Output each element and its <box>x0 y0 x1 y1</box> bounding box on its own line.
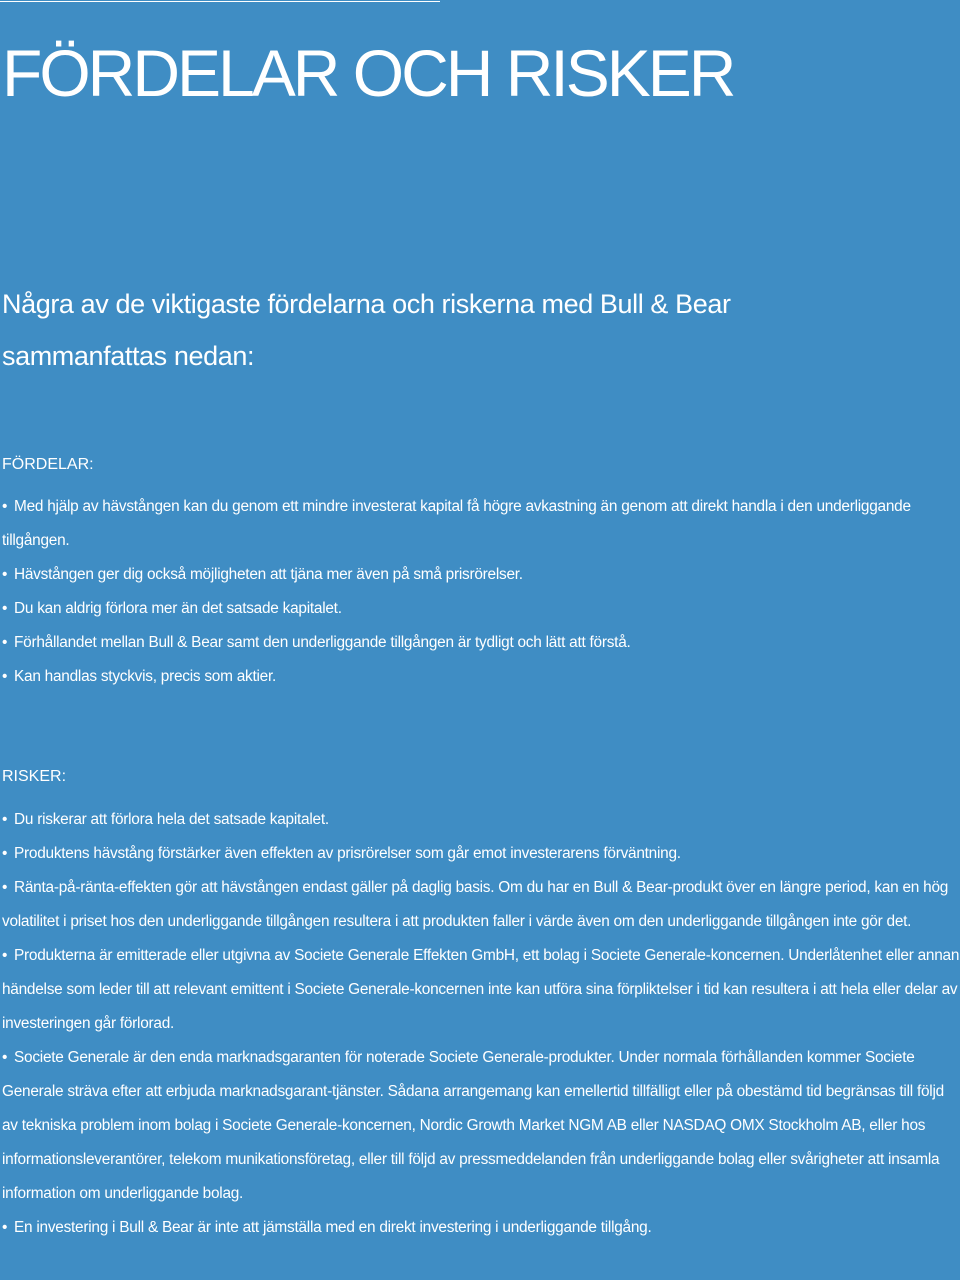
list-item <box>2 626 960 660</box>
bullet-icon: • <box>2 811 8 828</box>
bullet-icon: • <box>2 1219 8 1236</box>
risks-list <box>2 803 960 1245</box>
bullet-icon: • <box>2 498 8 515</box>
bullet-icon: • <box>2 879 8 896</box>
bullet-icon: • <box>2 845 8 862</box>
list-item-text: Hävstången ger dig också möjligheten att tjäna mer även på små prisrörelser. <box>14 566 523 583</box>
list-item-text: Ränta-på-ränta-effekten gör att hävstången endast gäller på daglig basis. Om du har en Bull & Bear-produkt över en längre period, kan en hög volatilitet i priset hos den underliggande tillgången resultera i att produkten faller i värde även om den underliggande tillgången inte gör det. <box>2 879 949 930</box>
advantages-heading: FÖRDELAR: <box>2 456 94 473</box>
bullet-icon: • <box>2 1049 8 1066</box>
list-item <box>2 592 960 626</box>
list-item-text: Kan handlas styckvis, precis som aktier. <box>14 668 277 685</box>
list-item <box>2 803 960 837</box>
bullet-icon: • <box>2 600 8 617</box>
list-item-text: Förhållandet mellan Bull & Bear samt den underliggande tillgången är tydligt och lätt att förstå. <box>14 634 631 651</box>
list-item-text: Med hjälp av hävstången kan du genom ett mindre investerat kapital få högre avkastning än genom att direkt handla i den underliggande tillgången. <box>2 498 911 549</box>
bullet-icon: • <box>2 668 8 685</box>
advantages-list <box>2 490 960 694</box>
list-item <box>2 490 960 558</box>
list-item-text: Du kan aldrig förlora mer än det satsade kapitalet. <box>14 600 342 617</box>
list-item-text: Du riskerar att förlora hela det satsade kapitalet. <box>14 811 329 828</box>
list-item <box>2 939 960 1041</box>
list-item <box>2 1041 960 1211</box>
bullet-icon: • <box>2 566 8 583</box>
list-item <box>2 558 960 592</box>
list-item-text: Produktens hävstång förstärker även effekten av prisrörelser som går emot investerarens förväntning. <box>14 845 681 862</box>
page-title: FÖRDELAR OCH RISKER <box>2 36 734 110</box>
intro-text: Några av de viktigaste fördelarna och riskerna med Bull & Bear sammanfattas nedan: <box>2 289 731 371</box>
list-item <box>2 1211 960 1245</box>
risks-heading: RISKER: <box>2 768 67 785</box>
list-item-text: Produkterna är emitterade eller utgivna av Societe Generale Effekten GmbH, ett bolag i Societe Generale-koncernen. Underlåtenhet eller annan händelse som leder till att relevant emittent i Societe Generale-koncernen inte kan utföra sina förpliktelser i tid kan resultera i att hela eller delar av investeringen går förlorad. <box>2 947 960 1032</box>
list-item <box>2 871 960 939</box>
list-item <box>2 837 960 871</box>
bullet-icon: • <box>2 634 8 651</box>
list-item-text: En investering i Bull & Bear är inte att jämställa med en direkt investering i underliggande tillgång. <box>14 1219 652 1236</box>
bullet-icon: • <box>2 947 8 964</box>
top-divider <box>0 1 440 2</box>
list-item <box>2 660 960 694</box>
list-item-text: Societe Generale är den enda marknadsgaranten för noterade Societe Generale-produkter. Under normala förhållanden kommer Societe Generale sträva efter att erbjuda marknadsgarant-tjänster. Sådana arrangemang kan emellertid tillfälligt eller på obestämd tid begränsas till följd av tekniska problem inom bolag i Societe Generale-koncernen, Nordic Growth Market NGM AB eller NASDAQ OMX Stockholm AB, eller hos informationsleverantörer, telekom munikationsföretag, eller till följd av pressmeddelanden från underliggande bolag eller svårigheter att insamla information om underliggande bolag. <box>2 1049 944 1202</box>
